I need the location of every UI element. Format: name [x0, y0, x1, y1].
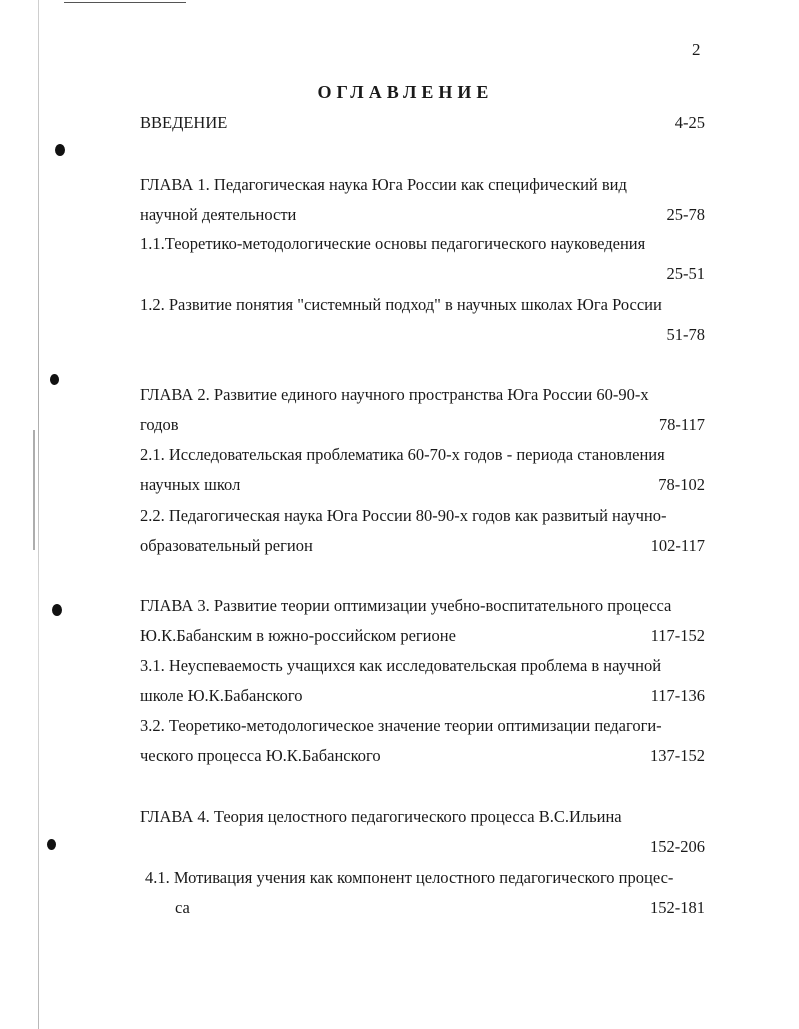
- toc-intro-pages: 4-25: [674, 113, 705, 132]
- scan-artifact-left-mark: [33, 430, 35, 550]
- toc-section-2-1: 2.1. Исследовательская проблематика 60-70-х годов - периода становления: [140, 445, 665, 464]
- toc-section-4-1-pages: 152-181: [650, 898, 705, 917]
- toc-section-1-2-pages: 51-78: [666, 325, 705, 344]
- toc-chapter3-title: ГЛАВА 3. Развитие теории оптимизации учебно-воспитательного процесса: [140, 596, 672, 615]
- toc-section-2-2-cont: образовательный регион: [140, 536, 313, 555]
- toc-section-3-2: 3.2. Теоретико-методологическое значение теории оптимизации педагоги-: [140, 716, 662, 735]
- toc-chapter1-title: ГЛАВА 1. Педагогическая наука Юга России как специфический вид: [140, 175, 627, 194]
- toc-section-1-1-pages: 25-51: [666, 264, 705, 283]
- toc-intro-label: ВВЕДЕНИЕ: [140, 113, 228, 132]
- toc-section-3-2-cont: ческого процесса Ю.К.Бабанского: [140, 746, 381, 765]
- scan-artifact-left-edge: [38, 0, 39, 1029]
- toc-chapter2-title: ГЛАВА 2. Развитие единого научного пространства Юга России 60-90-х: [140, 385, 649, 404]
- page-number: 2: [692, 40, 701, 59]
- toc-section-1-1: 1.1.Теоретико-методологические основы педагогического науковедения: [140, 234, 646, 253]
- toc-chapter1-pages: 25-78: [666, 205, 705, 224]
- toc-chapter2-pages: 78-117: [658, 415, 705, 434]
- toc-section-3-1-cont: школе Ю.К.Бабанского: [140, 686, 303, 705]
- toc-title: ОГЛАВЛЕНИЕ: [317, 82, 494, 102]
- punch-hole-mark: [47, 839, 56, 850]
- toc-section-3-1-pages: 117-136: [650, 686, 705, 705]
- scan-artifact-top-line: [64, 2, 186, 3]
- toc-chapter4-pages: 152-206: [650, 837, 705, 856]
- toc-section-1-2: 1.2. Развитие понятия "системный подход" в научных школах Юга России: [140, 295, 662, 314]
- toc-section-3-2-pages: 137-152: [650, 746, 705, 765]
- punch-hole-mark: [55, 144, 65, 156]
- toc-chapter2-title-cont: годов: [140, 415, 179, 434]
- toc-chapter3-title-cont: Ю.К.Бабанским в южно-российском регионе: [140, 626, 456, 645]
- toc-section-2-2-pages: 102-117: [650, 536, 705, 555]
- toc-section-3-1: 3.1. Неуспеваемость учащихся как исследовательская проблема в научной: [140, 656, 662, 675]
- toc-section-4-1-cont: са: [175, 898, 190, 917]
- toc-chapter3-pages: 117-152: [650, 626, 705, 645]
- punch-hole-mark: [52, 604, 62, 616]
- toc-chapter1-title-cont: научной деятельности: [140, 205, 297, 224]
- toc-section-4-1: 4.1. Мотивация учения как компонент целостного педагогического процес-: [145, 868, 674, 887]
- toc-section-2-1-cont: научных школ: [140, 475, 241, 494]
- toc-section-2-1-pages: 78-102: [658, 475, 705, 494]
- toc-chapter4-title: ГЛАВА 4. Теория целостного педагогического процесса В.С.Ильина: [140, 807, 622, 826]
- toc-section-2-2: 2.2. Педагогическая наука Юга России 80-90-х годов как развитый научно-: [140, 506, 667, 525]
- punch-hole-mark: [50, 374, 59, 385]
